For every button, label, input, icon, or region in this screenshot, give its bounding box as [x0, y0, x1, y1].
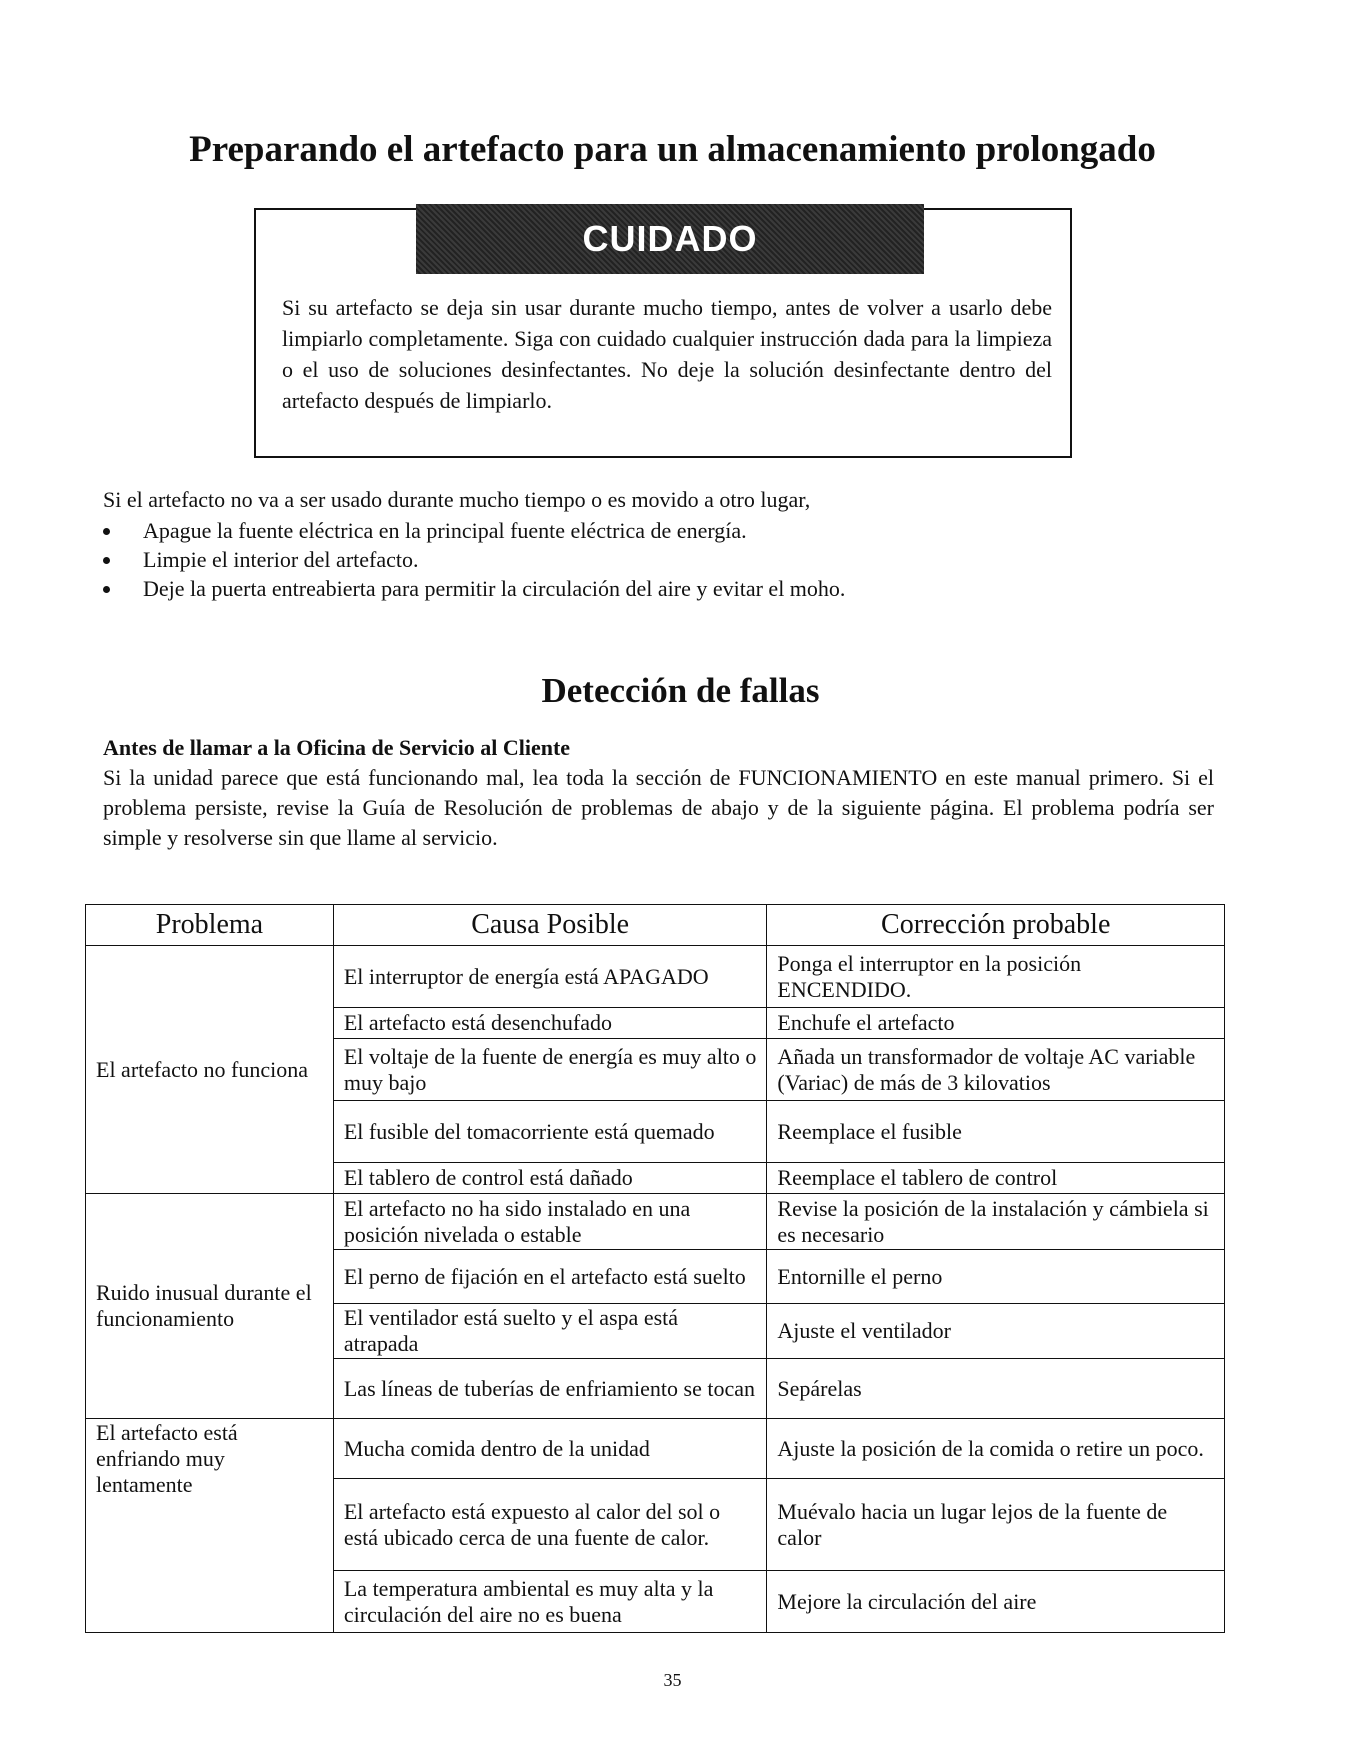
- cause-cell: El tablero de control está dañado: [333, 1163, 767, 1194]
- cause-cell: El artefacto está expuesto al calor del sol o está ubicado cerca de una fuente de calor.: [333, 1479, 767, 1571]
- cause-cell: La temperatura ambiental es muy alta y la circulación del aire no es buena: [333, 1571, 767, 1633]
- page-number: 35: [663, 1670, 682, 1690]
- subheading: Antes de llamar a la Oficina de Servicio al Cliente: [103, 735, 571, 760]
- list-item: [103, 545, 845, 574]
- caution-box: [254, 208, 1072, 458]
- troubleshooting-table: [85, 904, 1225, 1633]
- cause-cell: El interruptor de energía está APAGADO: [333, 946, 767, 1008]
- table-row: [86, 1194, 1225, 1250]
- intro-paragraph: Si la unidad parece que está funcionando mal, lea toda la sección de FUNCIONAMIENTO en este manual primero. Si el problema persiste, revise la Guía de Resolución de problemas de abajo y de la siguiente página. El problema podría ser simple y resolverse sin que llame al servicio.: [103, 765, 1214, 850]
- fix-cell: Ponga el interruptor en la posición ENCENDIDO.: [767, 946, 1225, 1008]
- fix-cell: Revise la posición de la instalación y cámbiela si es necesario: [767, 1194, 1225, 1250]
- column-header: Problema: [86, 905, 334, 946]
- cause-cell: Las líneas de tuberías de enfriamiento se tocan: [333, 1359, 767, 1419]
- bullet-icon: [103, 528, 110, 535]
- fix-cell: Reemplace el tablero de control: [767, 1163, 1225, 1194]
- fix-cell: Enchufe el artefacto: [767, 1008, 1225, 1039]
- list-item-text: Deje la puerta entreabierta para permitir la circulación del aire y evitar el moho.: [143, 576, 846, 601]
- fix-cell: Sepárelas: [767, 1359, 1225, 1419]
- problem-cell: El artefacto está enfriando muy lentamente: [86, 1419, 334, 1633]
- bullet-icon: [103, 586, 110, 593]
- section-title: Detección de fallas: [541, 671, 820, 711]
- list-item: [103, 574, 845, 603]
- cause-cell: Mucha comida dentro de la unidad: [333, 1419, 767, 1479]
- fix-cell: Reemplace el fusible: [767, 1101, 1225, 1163]
- table-row: [86, 946, 1225, 1008]
- page-title: Preparando el artefacto para un almacenamiento prolongado: [189, 129, 1156, 170]
- table-row: [86, 1419, 1225, 1479]
- cause-cell: El voltaje de la fuente de energía es muy alto o muy bajo: [333, 1039, 767, 1101]
- list-item: [103, 516, 845, 545]
- caution-text: Si su artefacto se deja sin usar durante mucho tiempo, antes de volver a usarlo debe limpiarlo completamente. Siga con cuidado cualquier instrucción dada para la limpieza o el uso de soluciones desinfectantes. No deje la solución desinfectante dentro del artefacto después de limpiarlo.: [282, 295, 1052, 413]
- cause-cell: El perno de fijación en el artefacto está suelto: [333, 1250, 767, 1304]
- fix-cell: Mejore la circulación del aire: [767, 1571, 1225, 1633]
- problem-cell: Ruido inusual durante el funcionamiento: [86, 1194, 334, 1419]
- fix-cell: Ajuste el ventilador: [767, 1304, 1225, 1359]
- table-header-row: [86, 905, 1225, 946]
- cause-cell: El artefacto está desenchufado: [333, 1008, 767, 1039]
- caution-label: CUIDADO: [582, 218, 758, 259]
- fix-cell: Ajuste la posición de la comida o retire un poco.: [767, 1419, 1225, 1479]
- list-item-text: Apague la fuente eléctrica en la principal fuente eléctrica de energía.: [143, 518, 747, 543]
- storage-steps-list: [103, 516, 845, 603]
- list-item-text: Limpie el interior del artefacto.: [143, 547, 419, 572]
- fix-cell: Muévalo hacia un lugar lejos de la fuente de calor: [767, 1479, 1225, 1571]
- cause-cell: El ventilador está suelto y el aspa está atrapada: [333, 1304, 767, 1359]
- column-header: Causa Posible: [333, 905, 767, 946]
- fix-cell: Entornille el perno: [767, 1250, 1225, 1304]
- storage-intro: Si el artefacto no va a ser usado durante mucho tiempo o es movido a otro lugar,: [103, 487, 811, 512]
- column-header: Corrección probable: [767, 905, 1225, 946]
- bullet-icon: [103, 557, 110, 564]
- cause-cell: El fusible del tomacorriente está quemado: [333, 1101, 767, 1163]
- caution-banner: [416, 204, 924, 274]
- fix-cell: Añada un transformador de voltaje AC variable (Variac) de más de 3 kilovatios: [767, 1039, 1225, 1101]
- cause-cell: El artefacto no ha sido instalado en una posición nivelada o estable: [333, 1194, 767, 1250]
- problem-cell: El artefacto no funciona: [86, 946, 334, 1194]
